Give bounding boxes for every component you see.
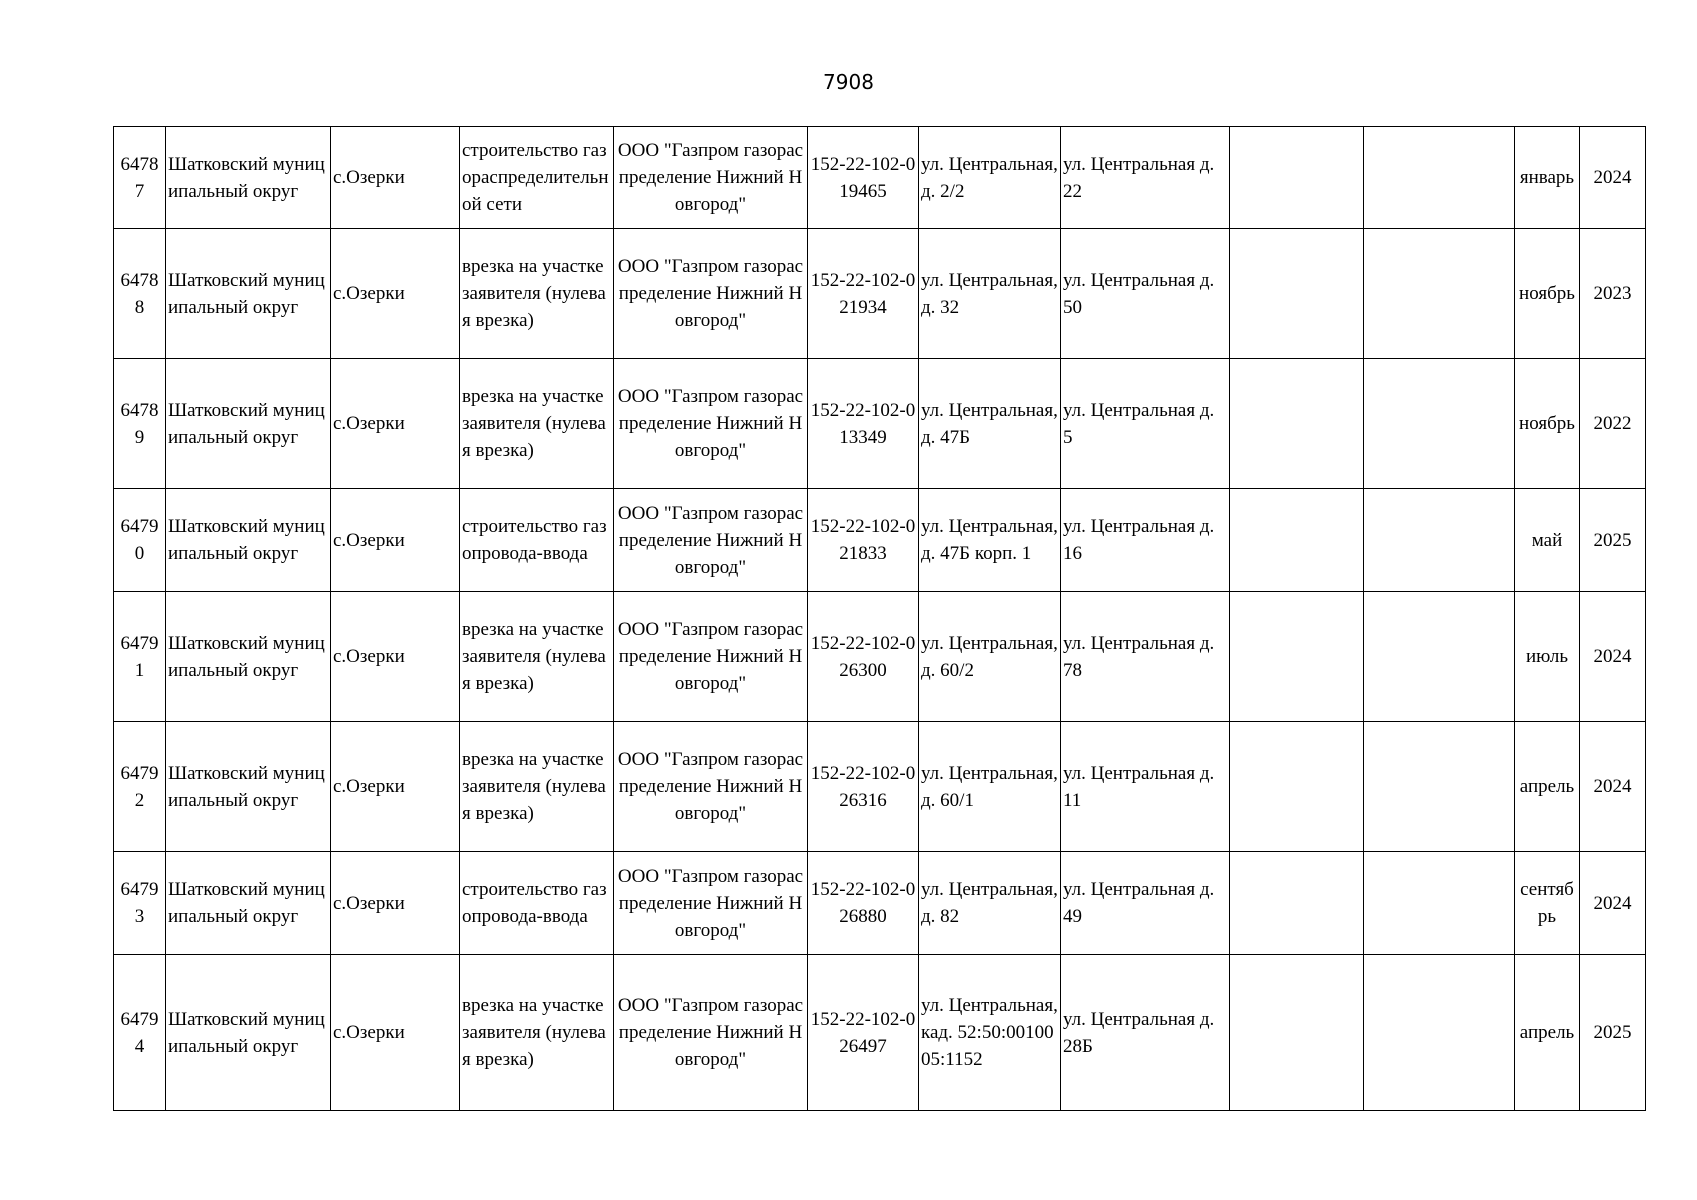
year-cell: 2025	[1580, 489, 1646, 592]
settlement-cell: с.Озерки	[331, 955, 460, 1111]
application-code-cell: 152-22-102-026880	[808, 852, 919, 955]
settlement-cell: с.Озерки	[331, 229, 460, 359]
empty-cell	[1230, 955, 1364, 1111]
settlement-cell: с.Озерки	[331, 359, 460, 489]
row-number: 64788	[114, 229, 166, 359]
object-address-cell: ул. Центральная д. 16	[1061, 489, 1230, 592]
organization-cell: ООО "Газпром газораспределение Нижний Новгород"	[614, 359, 808, 489]
page-number: 7908	[823, 70, 874, 94]
application-code-cell: 152-22-102-019465	[808, 127, 919, 229]
object-address-cell: ул. Центральная д. 5	[1061, 359, 1230, 489]
address-cell: ул. Центральная, д. 82	[919, 852, 1061, 955]
district-cell: Шатковский муниципальный округ	[166, 592, 331, 722]
empty-cell	[1230, 127, 1364, 229]
row-number: 64791	[114, 592, 166, 722]
work-type-cell: врезка на участке заявителя (нулевая врезка)	[460, 592, 614, 722]
settlement-cell: с.Озерки	[331, 592, 460, 722]
district-cell: Шатковский муниципальный округ	[166, 722, 331, 852]
work-type-cell: строительство газопровода-ввода	[460, 489, 614, 592]
object-address-cell: ул. Центральная д. 50	[1061, 229, 1230, 359]
empty-cell	[1364, 722, 1515, 852]
row-number: 64790	[114, 489, 166, 592]
object-address-cell: ул. Центральная д. 49	[1061, 852, 1230, 955]
address-cell: ул. Центральная, д. 47Б корп. 1	[919, 489, 1061, 592]
address-cell: ул. Центральная, д. 2/2	[919, 127, 1061, 229]
year-cell: 2025	[1580, 955, 1646, 1111]
table-row	[114, 955, 1646, 1111]
empty-cell	[1364, 229, 1515, 359]
table-row	[114, 722, 1646, 852]
year-cell: 2024	[1580, 592, 1646, 722]
empty-cell	[1364, 852, 1515, 955]
address-cell: ул. Центральная, д. 32	[919, 229, 1061, 359]
registry-body	[114, 127, 1646, 1111]
table-row	[114, 359, 1646, 489]
district-cell: Шатковский муниципальный округ	[166, 955, 331, 1111]
object-address-cell: ул. Центральная д. 11	[1061, 722, 1230, 852]
table-row	[114, 592, 1646, 722]
month-cell: апрель	[1515, 955, 1580, 1111]
organization-cell: ООО "Газпром газораспределение Нижний Новгород"	[614, 229, 808, 359]
organization-cell: ООО "Газпром газораспределение Нижний Новгород"	[614, 489, 808, 592]
district-cell: Шатковский муниципальный округ	[166, 489, 331, 592]
application-code-cell: 152-22-102-013349	[808, 359, 919, 489]
month-cell: январь	[1515, 127, 1580, 229]
row-number: 64793	[114, 852, 166, 955]
address-cell: ул. Центральная, д. 60/2	[919, 592, 1061, 722]
organization-cell: ООО "Газпром газораспределение Нижний Новгород"	[614, 852, 808, 955]
settlement-cell: с.Озерки	[331, 722, 460, 852]
month-cell: сентябрь	[1515, 852, 1580, 955]
object-address-cell: ул. Центральная д. 78	[1061, 592, 1230, 722]
work-type-cell: врезка на участке заявителя (нулевая врезка)	[460, 359, 614, 489]
application-code-cell: 152-22-102-021833	[808, 489, 919, 592]
empty-cell	[1230, 359, 1364, 489]
address-cell: ул. Центральная, д. 60/1	[919, 722, 1061, 852]
object-address-cell: ул. Центральная д. 28Б	[1061, 955, 1230, 1111]
work-type-cell: врезка на участке заявителя (нулевая врезка)	[460, 229, 614, 359]
empty-cell	[1230, 722, 1364, 852]
organization-cell: ООО "Газпром газораспределение Нижний Новгород"	[614, 592, 808, 722]
address-cell: ул. Центральная, д. 47Б	[919, 359, 1061, 489]
organization-cell: ООО "Газпром газораспределение Нижний Новгород"	[614, 955, 808, 1111]
district-cell: Шатковский муниципальный округ	[166, 852, 331, 955]
district-cell: Шатковский муниципальный округ	[166, 359, 331, 489]
year-cell: 2024	[1580, 127, 1646, 229]
year-cell: 2024	[1580, 722, 1646, 852]
empty-cell	[1230, 229, 1364, 359]
application-code-cell: 152-22-102-026300	[808, 592, 919, 722]
year-cell: 2022	[1580, 359, 1646, 489]
empty-cell	[1364, 592, 1515, 722]
work-type-cell: врезка на участке заявителя (нулевая врезка)	[460, 722, 614, 852]
object-address-cell: ул. Центральная д. 22	[1061, 127, 1230, 229]
work-type-cell: врезка на участке заявителя (нулевая врезка)	[460, 955, 614, 1111]
settlement-cell: с.Озерки	[331, 852, 460, 955]
district-cell: Шатковский муниципальный округ	[166, 127, 331, 229]
year-cell: 2023	[1580, 229, 1646, 359]
empty-cell	[1230, 852, 1364, 955]
month-cell: апрель	[1515, 722, 1580, 852]
row-number: 64792	[114, 722, 166, 852]
table-row	[114, 229, 1646, 359]
table-row	[114, 127, 1646, 229]
empty-cell	[1230, 592, 1364, 722]
address-cell: ул. Центральная, кад. 52:50:0010005:1152	[919, 955, 1061, 1111]
empty-cell	[1364, 127, 1515, 229]
settlement-cell: с.Озерки	[331, 489, 460, 592]
year-cell: 2024	[1580, 852, 1646, 955]
empty-cell	[1364, 359, 1515, 489]
month-cell: июль	[1515, 592, 1580, 722]
empty-cell	[1364, 489, 1515, 592]
organization-cell: ООО "Газпром газораспределение Нижний Новгород"	[614, 127, 808, 229]
month-cell: май	[1515, 489, 1580, 592]
row-number: 64789	[114, 359, 166, 489]
work-type-cell: строительство газопровода-ввода	[460, 852, 614, 955]
row-number: 64794	[114, 955, 166, 1111]
application-code-cell: 152-22-102-021934	[808, 229, 919, 359]
table-row	[114, 852, 1646, 955]
empty-cell	[1364, 955, 1515, 1111]
month-cell: ноябрь	[1515, 359, 1580, 489]
application-code-cell: 152-22-102-026497	[808, 955, 919, 1111]
district-cell: Шатковский муниципальный округ	[166, 229, 331, 359]
month-cell: ноябрь	[1515, 229, 1580, 359]
registry-table	[113, 126, 1646, 1111]
application-code-cell: 152-22-102-026316	[808, 722, 919, 852]
settlement-cell: с.Озерки	[331, 127, 460, 229]
row-number: 64787	[114, 127, 166, 229]
empty-cell	[1230, 489, 1364, 592]
work-type-cell: строительство газораспределительной сети	[460, 127, 614, 229]
organization-cell: ООО "Газпром газораспределение Нижний Новгород"	[614, 722, 808, 852]
table-row	[114, 489, 1646, 592]
